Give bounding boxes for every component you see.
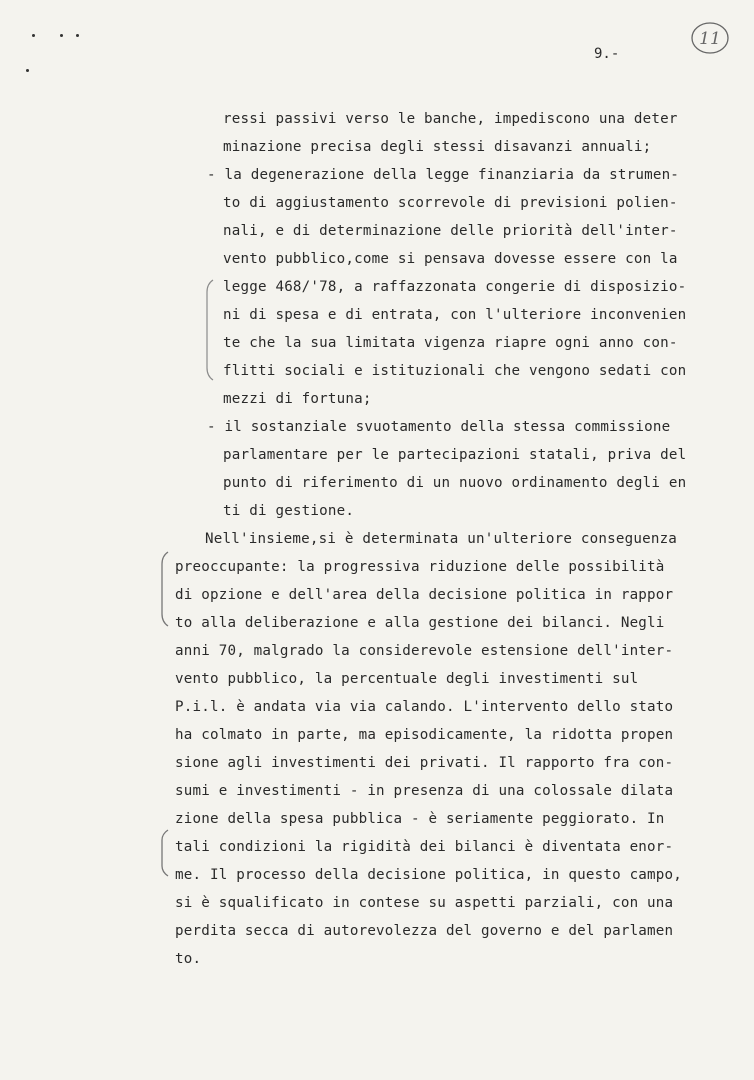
- text-line: legge 468/'78, a raffazzonata congerie di disposizio-: [223, 279, 687, 295]
- text-line: me. Il processo della decisione politica, in questo campo,: [175, 867, 683, 883]
- text-line: to di aggiustamento scorrevole di previsioni polien-: [223, 195, 678, 211]
- margin-bracket-mark: [158, 550, 172, 632]
- text-line: - il sostanziale svuotamento della stessa commissione: [207, 419, 671, 435]
- margin-bracket-mark: [158, 828, 172, 882]
- text-line: mezzi di fortuna;: [223, 391, 372, 407]
- ink-speck: [60, 34, 63, 37]
- text-line: punto di riferimento di un nuovo ordinamento degli en: [223, 475, 687, 491]
- stamp-circle-icon: [690, 20, 730, 56]
- text-line: flitti sociali e istituzionali che vengono sedati con: [223, 363, 687, 379]
- text-line: di opzione e dell'area della decisione politica in rappor: [175, 587, 674, 603]
- text-line: minazione precisa degli stessi disavanzi annuali;: [223, 139, 652, 155]
- text-line: nali, e di determinazione delle priorità dell'inter-: [223, 223, 678, 239]
- text-line: P.i.l. è andata via via calando. L'intervento dello stato: [175, 699, 674, 715]
- text-line: preoccupante: la progressiva riduzione delle possibilità: [175, 559, 665, 575]
- text-line: vento pubblico, la percentuale degli investimenti sul: [175, 671, 639, 687]
- text-line: ni di spesa e di entrata, con l'ulteriore inconvenien: [223, 307, 687, 323]
- text-line: tali condizioni la rigidità dei bilanci è diventata enor-: [175, 839, 674, 855]
- text-line: to.: [175, 951, 202, 967]
- archive-page-stamp: [690, 20, 730, 56]
- text-line: anni 70, malgrado la considerevole estensione dell'inter-: [175, 643, 674, 659]
- bracket-icon: [203, 278, 217, 382]
- text-line: to alla deliberazione e alla gestione dei bilanci. Negli: [175, 615, 665, 631]
- text-line: vento pubblico,come si pensava dovesse essere con la: [223, 251, 678, 267]
- text-line: ti di gestione.: [223, 503, 355, 519]
- text-line: perdita secca di autorevolezza del governo e del parlamen: [175, 923, 674, 939]
- stamp-number: 11: [699, 29, 721, 49]
- margin-bracket-mark: [203, 278, 217, 386]
- text-line: sione agli investimenti dei privati. Il rapporto fra con-: [175, 755, 674, 771]
- ink-speck: [26, 69, 29, 72]
- text-line: sumi e investimenti - in presenza di una colossale dilata: [175, 783, 674, 799]
- bracket-icon: [158, 550, 172, 628]
- ink-speck: [32, 34, 35, 37]
- text-line: - la degenerazione della legge finanziaria da strumen-: [207, 167, 680, 183]
- text-line: si è squalificato in contese su aspetti parziali, con una: [175, 895, 674, 911]
- bracket-icon: [158, 828, 172, 878]
- text-line: Nell'insieme,si è determinata un'ulteriore conseguenza: [205, 531, 678, 547]
- ink-speck: [76, 34, 79, 37]
- text-line: ha colmato in parte, ma episodicamente, la ridotta propen: [175, 727, 674, 743]
- page-number: 9.-: [594, 46, 620, 62]
- text-line: parlamentare per le partecipazioni statali, priva del: [223, 447, 687, 463]
- text-line: te che la sua limitata vigenza riapre ogni anno con-: [223, 335, 678, 351]
- text-line: ressi passivi verso le banche, impediscono una deter: [223, 111, 678, 127]
- text-line: zione della spesa pubblica - è seriamente peggiorato. In: [175, 811, 665, 827]
